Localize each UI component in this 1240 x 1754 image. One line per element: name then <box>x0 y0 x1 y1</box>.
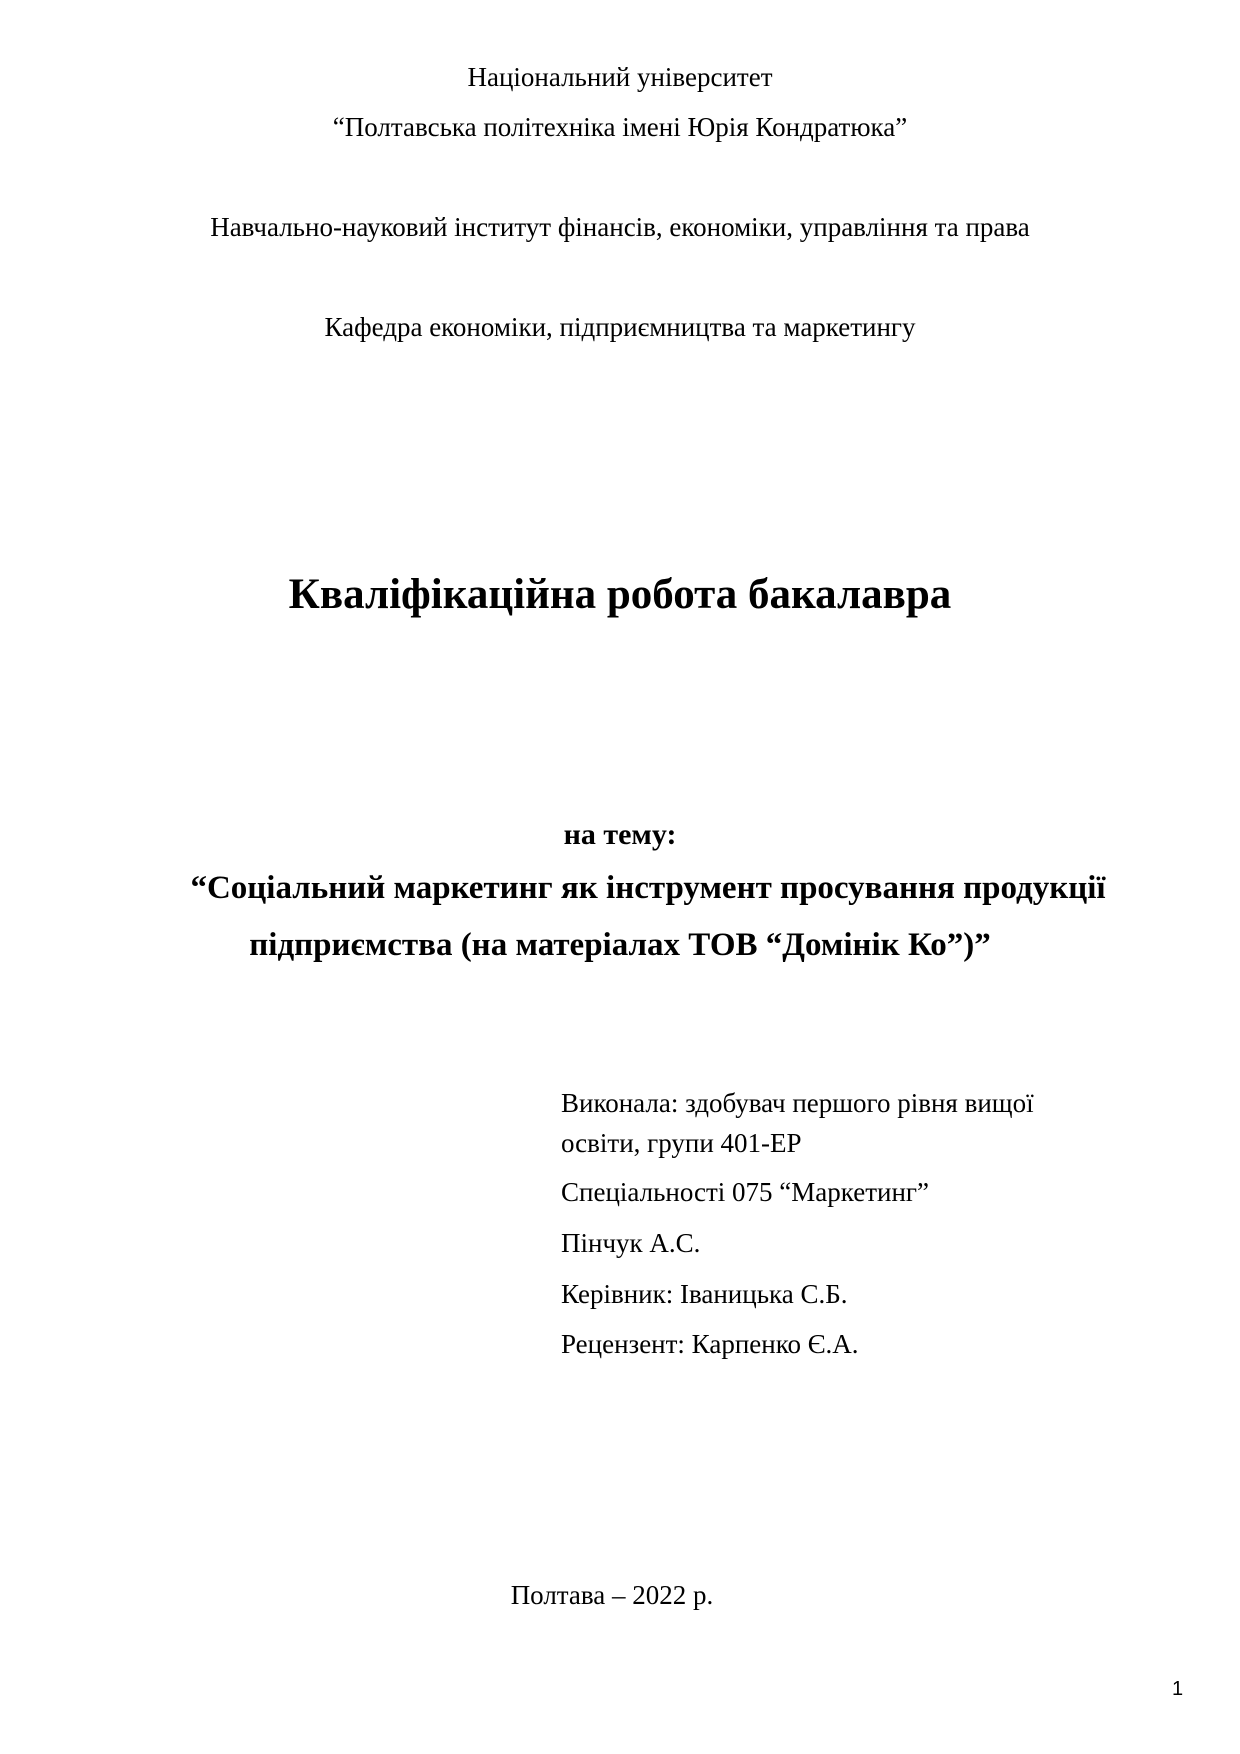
performer-line-1: Виконала: здобувач першого рівня вищої <box>561 1088 1034 1118</box>
performer-line-2: освіти, групи 401-ЕР <box>561 1128 802 1158</box>
supervisor: Керівник: Іваницька С.Б. <box>561 1279 848 1309</box>
reviewer: Рецензент: Карпенко Є.А. <box>561 1329 859 1359</box>
topic-label: на тему: <box>563 818 677 851</box>
university-full-name: “Полтавська політехніка імені Юрія Кондратюка” <box>332 112 908 142</box>
topic-line-1: “Соціальний маркетинг як інструмент просування продукції <box>190 870 1106 906</box>
university-name: Національний університет <box>467 62 773 92</box>
city-year: Полтава – 2022 р. <box>510 1580 714 1610</box>
author-name: Пінчук А.С. <box>561 1228 701 1258</box>
page-number: 1 <box>1172 1678 1184 1700</box>
document-title: Кваліфікаційна робота бакалавра <box>288 571 952 618</box>
topic-line-2: підприємства (на матеріалах ТОВ “Домінік Ко”)” <box>249 927 991 963</box>
department-name: Кафедра економіки, підприємництва та маркетингу <box>324 312 916 342</box>
institute-name: Навчально-науковий інститут фінансів, економіки, управління та права <box>210 212 1030 242</box>
specialty: Спеціальності 075 “Маркетинг” <box>561 1177 929 1207</box>
